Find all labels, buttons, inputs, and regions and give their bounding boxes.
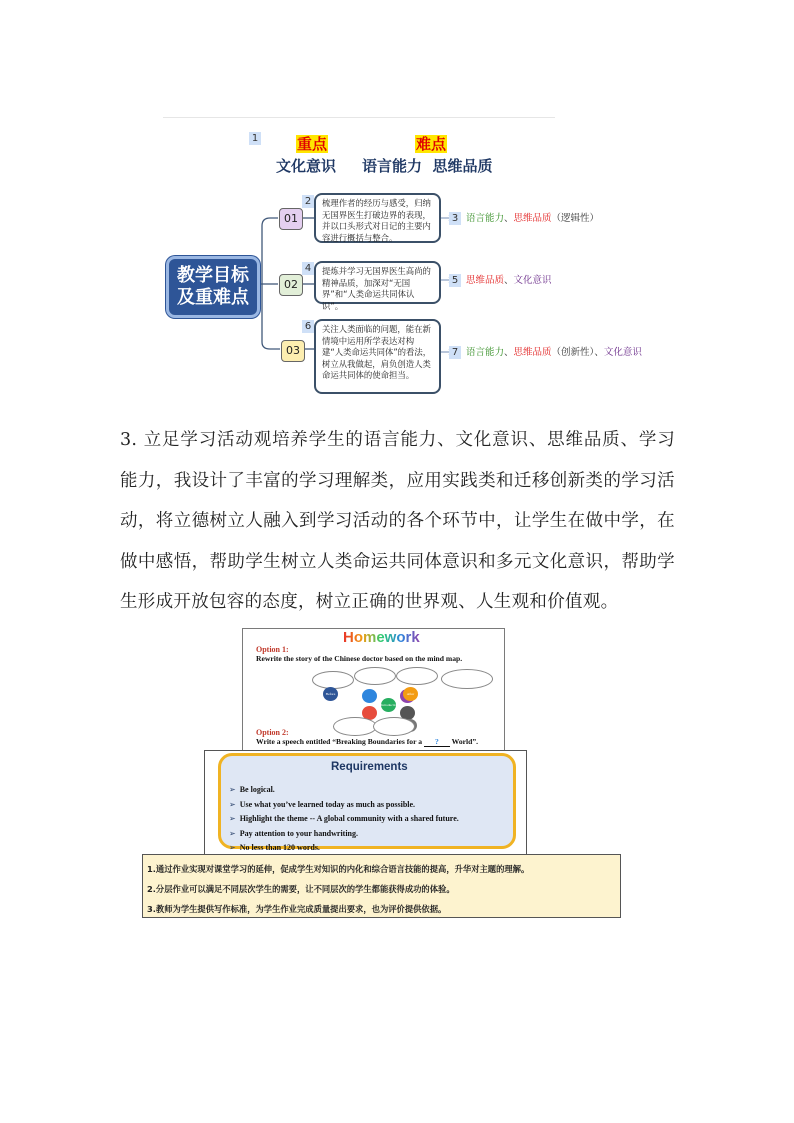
node-03: 03: [281, 340, 305, 362]
tag-2: 2: [302, 195, 314, 208]
result-03-a: 语言能力: [466, 347, 505, 358]
note-3: 3.教师为学生提供写作标准，为学生作业完成质量提出要求，也为评价提供依据。: [147, 904, 447, 914]
tag-1: 1: [249, 132, 261, 145]
notes-box: [142, 854, 621, 918]
homework-card: [242, 628, 505, 752]
mini-bubble-5: [333, 717, 377, 736]
result-02-b: 文化意识: [513, 275, 552, 286]
center-line-1: 教学目标: [177, 265, 249, 286]
option2-heading: Option 2:: [256, 728, 289, 737]
result-03-b: 思维品质: [513, 347, 552, 358]
mini-node-before: Before arrival: [323, 687, 338, 701]
result-03-d: 文化意识: [603, 347, 642, 358]
result-01-a: 语言能力: [466, 213, 505, 224]
result-01-sep: 、: [504, 213, 514, 224]
result-02-a: 思维品质: [466, 275, 505, 286]
mini-bubble-3: [396, 667, 438, 685]
tag-5: 5: [449, 274, 461, 287]
key-point-label: 重点: [297, 135, 328, 153]
homework-title: Homework: [343, 629, 420, 646]
result-03: [466, 347, 642, 359]
req-text: Highlight the theme -- A global community with a shared future.: [239, 814, 459, 823]
arrow-icon: ➢: [229, 814, 236, 823]
tag-6: 6: [302, 320, 314, 333]
req-text: Use what you’ve learned today as much as possible.: [239, 799, 416, 809]
requirements-title: Requirements: [331, 761, 408, 773]
body-paragraph: 3. 立足学习活动观培养学生的语言能力、文化意识、思维品质、学习能力，我设计了丰富的学习理解类，应用实践类和迁移创新类的学习活动，将立德树立人融入到学习活动的各个环节中，让学生在做中学，在做中感悟，帮助学生树立人类命运共同体意识和多元文化意识，帮助学生形成开放包容的态度，树立正确的世界观、人生观和价值观。: [120, 430, 675, 613]
req-item: [229, 808, 459, 823]
center-line-2: 及重难点: [177, 287, 249, 308]
result-01: [466, 213, 599, 225]
option1-text: Rewrite the story of the Chinese doctor based on the mind map.: [256, 654, 463, 663]
center-node: [166, 256, 260, 318]
result-01-c: （逻辑性）: [551, 213, 600, 224]
req-item: [229, 823, 459, 838]
option2-before: Write a speech entitled “Breaking Boundaries for a: [256, 737, 424, 746]
difficulty-topic: 语言能力 思维品质: [362, 157, 493, 175]
req-item: [229, 837, 459, 852]
desc-03: 关注人类面临的问题，能在新情境中运用所学表达对构建“人类命运共同体”的看法，树立从我做起，肩负创造人类命运共同体的使命担当。: [314, 319, 441, 394]
option2-after: World”.: [449, 737, 479, 746]
tag-7: 7: [449, 346, 461, 359]
req-text: Be logical.: [239, 785, 275, 794]
result-03-sep2: 、: [594, 347, 604, 358]
req-item: [229, 794, 459, 809]
node-02: 02: [279, 274, 303, 296]
arrow-icon: ➢: [229, 843, 236, 852]
requirements-list: [229, 779, 459, 852]
result-02-sep: 、: [504, 275, 514, 286]
result-02: [466, 275, 552, 287]
requirements-card: [218, 753, 516, 852]
result-03-c: （创新性）: [551, 347, 595, 358]
mini-bubble-4: [441, 669, 493, 689]
tag-3: 3: [449, 212, 461, 225]
node-01: 01: [279, 208, 303, 230]
arrow-icon: ➢: [229, 785, 236, 794]
desc-02: 提炼并学习无国界医生高尚的精神品质，加深对“无国界”和“人类命运共同体认识”。: [314, 261, 441, 304]
mini-bubble-6: [373, 717, 415, 736]
option1-heading: Option 1:: [256, 645, 289, 654]
arrow-icon: ➢: [229, 828, 236, 838]
tag-4: 4: [302, 262, 314, 275]
req-text: Pay attention to your handwriting.: [239, 828, 359, 838]
mini-node-blue: [362, 689, 377, 703]
req-item: [229, 779, 459, 794]
result-03-sep1: 、: [504, 347, 514, 358]
desc-01: 梳理作者的经历与感受，归纳无国界医生打破边界的表现，并以口头形式对日记的主要内容进行概括与整合。: [314, 193, 441, 243]
arrow-icon: ➢: [229, 799, 236, 809]
mini-node-after: After: [403, 687, 418, 701]
mini-node-center: Introduction: [381, 698, 396, 712]
req-text: No less than 120 words.: [239, 843, 320, 852]
result-01-b: 思维品质: [513, 213, 552, 224]
mini-bubble-2: [354, 667, 396, 685]
option2-blank: ?: [424, 737, 450, 747]
key-topic: 文化意识: [276, 157, 337, 175]
option2-text: [256, 737, 478, 747]
mini-bubble-1: [312, 671, 354, 689]
difficulty-label: 难点: [416, 135, 447, 153]
note-1: 1.通过作业实现对课堂学习的延伸，促成学生对知识的内化和综合语言技能的提高，升华对主题的理解。: [147, 864, 530, 874]
note-2: 2.分层作业可以满足不同层次学生的需要，让不同层次的学生都能获得成功的体验。: [147, 884, 455, 894]
